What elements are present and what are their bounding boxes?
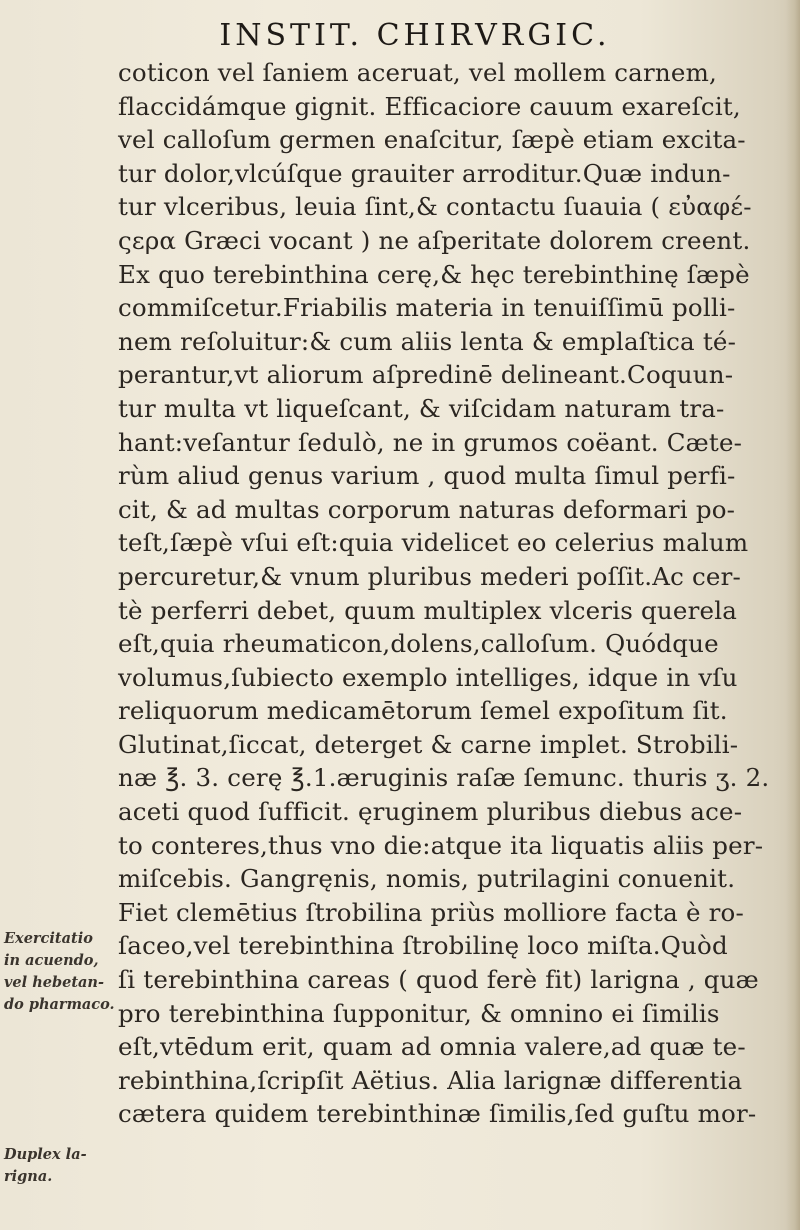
margin-note-line: Duplex la- xyxy=(4,1146,87,1163)
margin-note-line: in acuendo, xyxy=(4,952,99,969)
text-line: cit, & ad multas corporum naturas deformari po- xyxy=(118,494,736,524)
text-line: volumus,ſubiecto exemplo intelliges, idque in vſu xyxy=(118,662,738,692)
text-line: percuretur,& vnum pluribus mederi poſſit.Ac cer- xyxy=(118,561,742,591)
text-line: perantur,vt aliorum aſpredinē delineant.Coquun- xyxy=(118,360,734,390)
text-line: pro terebinthina ſupponitur, & omnino ei ſimilis xyxy=(118,998,720,1028)
text-line: tur multa vt liqueſcant, & viſcidam naturam tra- xyxy=(118,393,725,423)
text-line: commiſcetur.Friabilis materia in tenuiſſimū polli- xyxy=(118,293,736,323)
body-text xyxy=(118,56,790,1131)
text-line: eſt,vtēdum erit, quam ad omnia valere,ad quæ te- xyxy=(118,1032,746,1062)
text-line: Ex quo terebinthina cerę,& hęc terebinthinę ſæpè xyxy=(118,259,750,289)
text-line: Glutinat,ſiccat, deterget & carne implet. Strobili- xyxy=(118,729,739,759)
margin-note-line: rigna. xyxy=(4,1168,53,1185)
text-line: ſaceo,vel terebinthina ſtrobilinę loco miſta.Quòd xyxy=(118,931,728,961)
text-line: eſt,quia rheumaticon,dolens,calloſum. Quódque xyxy=(118,629,719,659)
text-line: aceti quod ſufficit. ęruginem pluribus diebus ace- xyxy=(118,797,743,827)
margin-note-line: Exercitatio xyxy=(4,930,93,947)
text-line: teſt,ſæpè vſui eſt:quia videlicet eo celerius malum xyxy=(118,528,749,558)
text-line: cætera quidem terebinthinæ ſimilis,ſed guſtu mor- xyxy=(118,1099,757,1129)
text-line: flaccidámque gignit. Efficaciore cauum exareſcit, xyxy=(118,91,741,121)
text-line: vel calloſum germen enaſcitur, ſæpè etiam excita- xyxy=(118,125,746,155)
text-line: tur vlceribus, leuia ſint,& contactu ſuauia ( εὐαφέ- xyxy=(118,192,752,222)
text-line: to conteres,thus vno die:atque ita liquatis aliis per- xyxy=(118,830,764,860)
margin-note-line: do pharmaco. xyxy=(4,996,115,1013)
text-line: miſcebis. Gangręnis, nomis, putrilagini conuenit. xyxy=(118,864,736,894)
text-line: rebinthina,ſcripſit Aëtius. Alia larignæ differentia xyxy=(118,1065,743,1095)
margin-note-exercitatio xyxy=(4,928,124,1016)
text-line: Fiet clemētius ſtrobilina priùs molliore facta è ro- xyxy=(118,897,744,927)
text-line: rùm aliud genus varium , quod multa ſimul perfi- xyxy=(118,461,736,491)
margin-note-line: vel hebetan- xyxy=(4,974,104,991)
text-line: nem reſoluitur:& cum aliis lenta & emplaſtica té- xyxy=(118,326,737,356)
margin-note-duplex-larigna xyxy=(4,1144,124,1188)
text-line: tur dolor,vlcúſque grauiter arroditur.Quæ indun- xyxy=(118,158,731,188)
text-line: coticon vel ſaniem aceruat, vel mollem carnem, xyxy=(118,58,717,87)
running-head-text: INSTIT. CHIRVRGIC. xyxy=(219,18,611,53)
text-line: ςερα Græci vocant ) ne aſperitate dolorem creent. xyxy=(118,225,751,255)
text-line: hant:veſantur ſedulò, ne in grumos coëant. Cæte- xyxy=(118,427,743,457)
text-line: ſi terebinthina careas ( quod ferè fit) larigna , quæ xyxy=(118,965,759,995)
text-line: tè perferri debet, quum multiplex vlceris querela xyxy=(118,595,738,625)
text-line: reliquorum medicamētorum ſemel expoſitum ſit. xyxy=(118,696,728,726)
running-head xyxy=(0,18,800,53)
text-line: næ ℥. 3. cerę ℥.1.æruginis raſæ ſemunc. thuris ʒ. 2. xyxy=(118,763,770,793)
